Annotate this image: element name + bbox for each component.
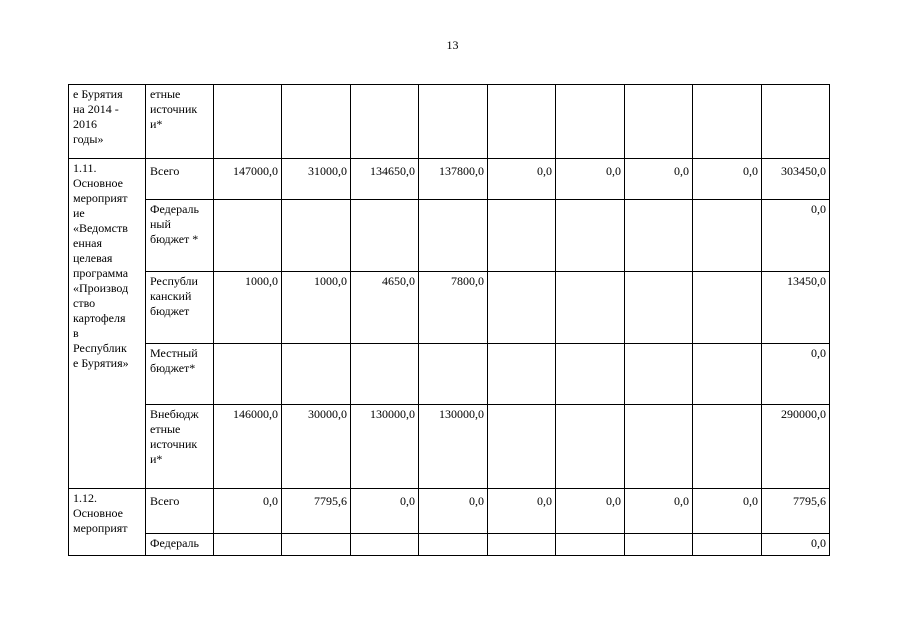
table-row: [69, 489, 830, 534]
amount-cell: [625, 272, 693, 344]
amount-cell: [693, 85, 762, 159]
amount-cell: [419, 344, 488, 405]
amount-cell: [488, 85, 556, 159]
amount-cell: [351, 85, 419, 159]
amount-cell: 0,0: [693, 159, 762, 200]
amount-cell: [762, 85, 830, 159]
amount-cell: [488, 405, 556, 489]
amount-cell: [556, 405, 625, 489]
amount-cell: [282, 85, 351, 159]
amount-cell: 13450,0: [762, 272, 830, 344]
amount-cell: [419, 200, 488, 272]
amount-cell: [693, 200, 762, 272]
amount-cell: [488, 200, 556, 272]
amount-cell: 0,0: [214, 489, 282, 534]
amount-cell: 303450,0: [762, 159, 830, 200]
amount-cell: 0,0: [762, 534, 830, 556]
amount-cell: [625, 200, 693, 272]
amount-cell: 4650,0: [351, 272, 419, 344]
table-row: [69, 200, 830, 272]
amount-cell: 290000,0: [762, 405, 830, 489]
amount-cell: [625, 405, 693, 489]
table-row: [69, 159, 830, 200]
amount-cell: 0,0: [488, 489, 556, 534]
amount-cell: 0,0: [625, 489, 693, 534]
table-row: [69, 344, 830, 405]
amount-cell: 146000,0: [214, 405, 282, 489]
amount-cell: [693, 272, 762, 344]
table-row: [69, 405, 830, 489]
amount-cell: 0,0: [419, 489, 488, 534]
funding-source-cell: Федераль: [146, 534, 214, 556]
amount-cell: [488, 344, 556, 405]
amount-cell: [556, 200, 625, 272]
amount-cell: 0,0: [762, 344, 830, 405]
amount-cell: 0,0: [693, 489, 762, 534]
activity-name-cell: 1.12. Основное мероприят: [69, 489, 146, 556]
amount-cell: [556, 534, 625, 556]
amount-cell: [351, 200, 419, 272]
amount-cell: [214, 344, 282, 405]
table-row: [69, 85, 830, 159]
amount-cell: 7800,0: [419, 272, 488, 344]
funding-source-cell: Местный бюджет*: [146, 344, 214, 405]
funding-source-cell: Всего: [146, 159, 214, 200]
amount-cell: [351, 344, 419, 405]
amount-cell: [351, 534, 419, 556]
amount-cell: [282, 200, 351, 272]
budget-table: [68, 84, 830, 556]
amount-cell: 0,0: [488, 159, 556, 200]
table-row: [69, 534, 830, 556]
amount-cell: [419, 85, 488, 159]
amount-cell: [625, 534, 693, 556]
amount-cell: 134650,0: [351, 159, 419, 200]
amount-cell: 0,0: [625, 159, 693, 200]
funding-source-cell: етные источник и*: [146, 85, 214, 159]
amount-cell: 1000,0: [214, 272, 282, 344]
amount-cell: 1000,0: [282, 272, 351, 344]
amount-cell: 137800,0: [419, 159, 488, 200]
amount-cell: [282, 534, 351, 556]
amount-cell: [556, 85, 625, 159]
activity-name-cell: е Бурятия на 2014 - 2016 годы»: [69, 85, 146, 159]
amount-cell: [488, 272, 556, 344]
amount-cell: 31000,0: [282, 159, 351, 200]
amount-cell: 0,0: [762, 200, 830, 272]
amount-cell: 0,0: [351, 489, 419, 534]
amount-cell: [693, 405, 762, 489]
amount-cell: 7795,6: [762, 489, 830, 534]
amount-cell: [556, 272, 625, 344]
funding-source-cell: Всего: [146, 489, 214, 534]
table-row: [69, 272, 830, 344]
amount-cell: [282, 344, 351, 405]
amount-cell: 0,0: [556, 159, 625, 200]
activity-name-cell: 1.11. Основное мероприят ие «Ведомств енная целевая программа «Производ ство картофеля в Республик е Бурятия»: [69, 159, 146, 489]
funding-source-cell: Республи канский бюджет: [146, 272, 214, 344]
amount-cell: [214, 85, 282, 159]
amount-cell: [214, 534, 282, 556]
funding-source-cell: Внебюдж етные источник и*: [146, 405, 214, 489]
amount-cell: 130000,0: [419, 405, 488, 489]
amount-cell: [693, 534, 762, 556]
amount-cell: 7795,6: [282, 489, 351, 534]
amount-cell: 147000,0: [214, 159, 282, 200]
table-body: [69, 85, 830, 556]
amount-cell: 30000,0: [282, 405, 351, 489]
amount-cell: [625, 85, 693, 159]
amount-cell: [419, 534, 488, 556]
amount-cell: [625, 344, 693, 405]
amount-cell: 130000,0: [351, 405, 419, 489]
amount-cell: [214, 200, 282, 272]
amount-cell: [488, 534, 556, 556]
funding-source-cell: Федераль ный бюджет *: [146, 200, 214, 272]
amount-cell: [556, 344, 625, 405]
amount-cell: [693, 344, 762, 405]
page-number: 13: [446, 38, 459, 52]
amount-cell: 0,0: [556, 489, 625, 534]
